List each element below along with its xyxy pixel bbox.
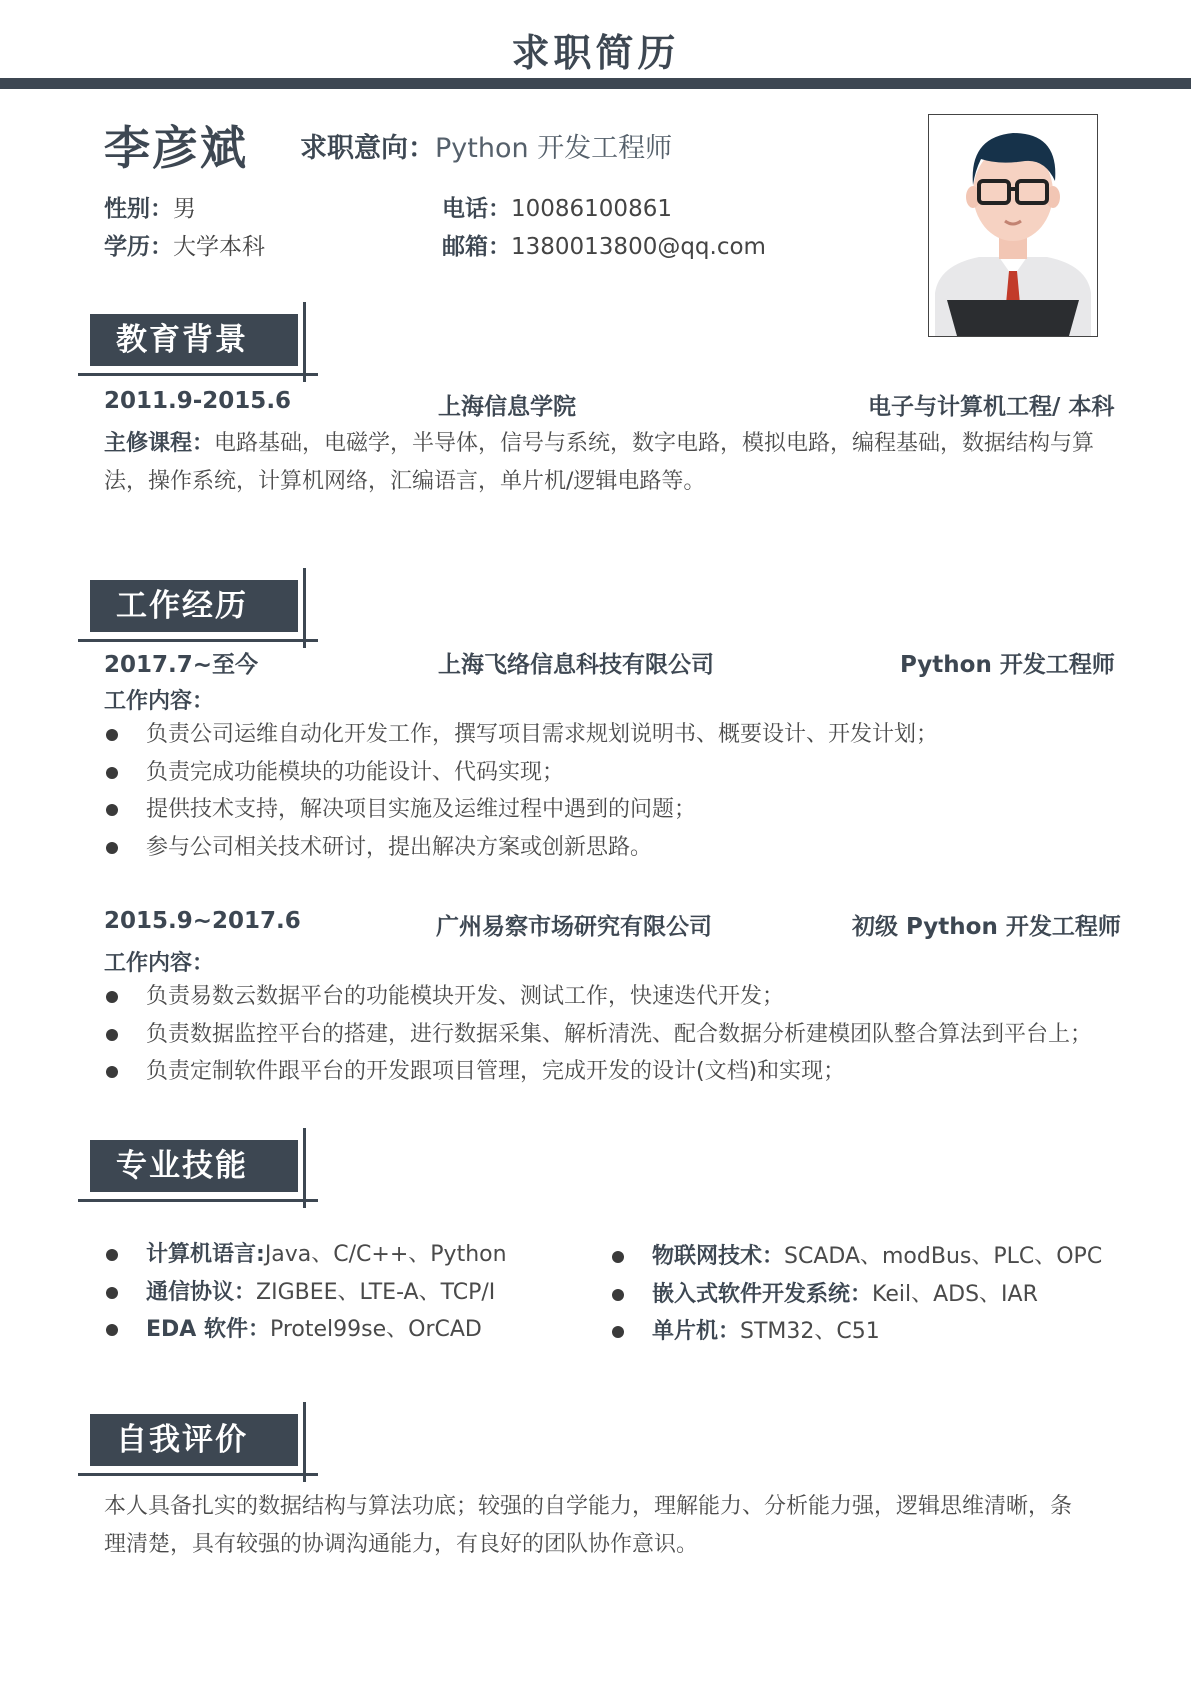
skill-label: EDA 软件： (146, 1317, 270, 1342)
profile-photo (928, 114, 1098, 337)
skill-item (610, 1238, 1102, 1276)
bullet-dot-icon (106, 1324, 118, 1336)
gender-field (104, 190, 196, 223)
bullet-dot-icon (612, 1289, 624, 1301)
education-period: 2011.9-2015.6 (104, 388, 292, 414)
skill-label: 计算机语言: (146, 1242, 265, 1267)
education-level-field (104, 228, 265, 261)
section-bracket (303, 302, 306, 382)
skill-item (610, 1313, 1102, 1351)
list-item (104, 829, 1124, 867)
bullet-dot-icon (106, 767, 118, 779)
bullet-dot-icon (612, 1251, 624, 1263)
section-title-skills: 专业技能 (90, 1140, 298, 1192)
skill-value: ZIGBEE、LTE-A、TCP/I (256, 1279, 496, 1305)
job-duties-list (104, 716, 1124, 866)
list-item (104, 978, 1144, 1016)
email-value: 1380013800@qq.com (511, 234, 766, 260)
phone-field (442, 190, 672, 223)
section-header-skills (78, 1128, 318, 1208)
list-item (104, 754, 1124, 792)
self-eval-text: 本人具备扎实的数据结构与算法功底；较强的自学能力，理解能力、分析能力强，逻辑思维清晰，条理清楚，具有较强的协调沟通能力，有良好的团队协作意识。 (104, 1494, 1073, 1557)
candidate-name: 李彦斌 (104, 121, 248, 175)
section-title-self-eval: 自我评价 (90, 1414, 298, 1466)
skills-left-column (104, 1236, 507, 1349)
job-period: 2017.7~至今 (104, 652, 259, 678)
email-field (442, 228, 766, 261)
duty-text: 负责公司运维自动化开发工作，撰写项目需求规划说明书、概要设计、开发计划； (146, 722, 939, 747)
courses-label: 主修课程： (104, 431, 215, 456)
job-company: 上海飞络信息科技有限公司 (438, 652, 714, 678)
section-bracket (303, 1402, 306, 1482)
section-header-education (78, 302, 318, 382)
job-company: 广州易察市场研究有限公司 (436, 914, 712, 940)
bullet-dot-icon (106, 729, 118, 741)
section-underline (78, 1473, 318, 1476)
education-school: 上海信息学院 (438, 394, 576, 420)
bullet-dot-icon (106, 991, 118, 1003)
job-position: 初级 Python 开发工程师 (852, 914, 1121, 940)
duty-text: 提供技术支持，解决项目实施及运维过程中遇到的问题； (146, 797, 697, 822)
skill-value: SCADA、modBus、PLC、OPC (784, 1244, 1103, 1269)
skill-label: 单片机： (652, 1319, 741, 1344)
section-title-work: 工作经历 (90, 580, 298, 632)
email-label: 邮箱： (442, 234, 511, 260)
job-content-label: 工作内容： (104, 689, 215, 714)
duty-text: 参与公司相关技术研讨，提出解决方案或创新思路。 (146, 834, 653, 860)
section-header-self-eval (78, 1402, 318, 1482)
bullet-dot-icon (612, 1326, 624, 1338)
education-courses (104, 425, 1124, 501)
skill-label: 嵌入式软件开发系统： (652, 1281, 873, 1307)
section-underline (78, 639, 318, 642)
duty-text: 负责完成功能模块的功能设计、代码实现； (146, 759, 565, 785)
duty-text: 负责数据监控平台的搭建，进行数据采集、解析清洗、配合数据分析建模团队整合算法到平台上； (146, 1021, 1093, 1047)
title-divider (0, 78, 1191, 89)
job-position: Python 开发工程师 (900, 652, 1115, 678)
bullet-dot-icon (106, 842, 118, 854)
section-title-education: 教育背景 (90, 314, 298, 366)
education-level-value: 大学本科 (173, 234, 265, 260)
section-bracket (303, 568, 306, 648)
job-intent-value: Python 开发工程师 (435, 133, 673, 164)
bullet-dot-icon (106, 1249, 118, 1261)
list-item (104, 1016, 1144, 1054)
job-period: 2015.9~2017.6 (104, 908, 301, 934)
list-item (104, 716, 1124, 754)
skill-value: Protel99se、OrCAD (269, 1317, 482, 1342)
education-major: 电子与计算机工程/ 本科 (868, 394, 1115, 420)
phone-label: 电话： (442, 196, 511, 222)
job-intent-label: 求职意向： (300, 133, 435, 164)
duty-text: 负责易数云数据平台的功能模块开发、测试工作，快速迭代开发； (146, 984, 785, 1009)
job-intent (300, 126, 672, 165)
skill-item (104, 1311, 507, 1349)
skill-item (610, 1276, 1102, 1314)
bullet-dot-icon (106, 1029, 118, 1041)
job-duties-list (104, 978, 1144, 1091)
skill-label: 通信协议： (146, 1279, 257, 1305)
education-level-label: 学历： (104, 234, 173, 260)
duty-text: 负责定制软件跟平台的开发跟项目管理，完成开发的设计(文档)和实现； (146, 1059, 846, 1084)
list-item (104, 791, 1124, 829)
courses-text: 电路基础，电磁学，半导体，信号与系统，数字电路，模拟电路，编程基础，数据结构与算法，操作系统，计算机网络，汇编语言，单片机/逻辑电路等。 (104, 431, 1095, 494)
gender-label: 性别： (104, 196, 173, 222)
skill-item (104, 1236, 507, 1274)
list-item (104, 1053, 1144, 1091)
bullet-dot-icon (106, 1066, 118, 1078)
avatar-illustration-icon (929, 115, 1097, 336)
section-bracket (303, 1128, 306, 1208)
section-underline (78, 373, 318, 376)
skill-value: Java、C/C++、Python (264, 1242, 507, 1267)
bullet-dot-icon (106, 1287, 118, 1299)
phone-value: 10086100861 (511, 196, 672, 222)
skill-label: 物联网技术： (652, 1244, 785, 1269)
document-title: 求职简历 (511, 31, 680, 75)
section-underline (78, 1199, 318, 1202)
skills-right-column (610, 1238, 1102, 1351)
skill-value: STM32、C51 (740, 1319, 880, 1344)
skill-value: Keil、ADS、IAR (872, 1281, 1038, 1307)
skill-item (104, 1274, 507, 1312)
job-content-label: 工作内容： (104, 951, 215, 976)
gender-value: 男 (173, 196, 196, 222)
bullet-dot-icon (106, 804, 118, 816)
section-header-work (78, 568, 318, 648)
